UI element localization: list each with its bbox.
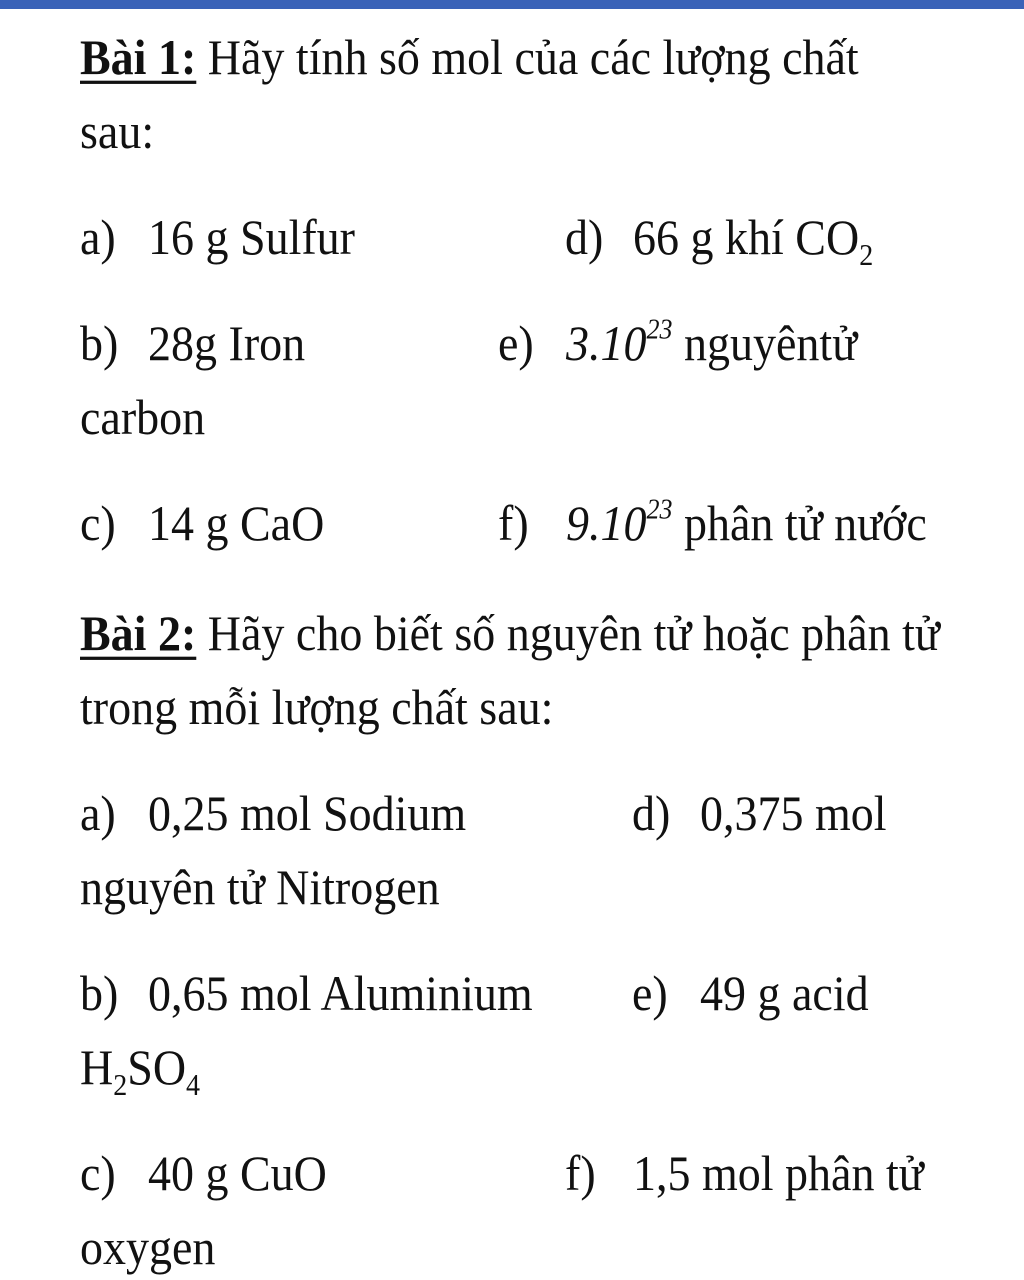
item-text: 1,5 mol phân tử [633,1145,924,1201]
item-label: c) [80,1145,116,1201]
item-label: b) [80,965,119,1021]
formula-part: H [80,1039,114,1095]
bai1-item-c [80,494,324,554]
bai2-item-a [80,784,466,844]
item-text: nguyêntử [672,315,858,371]
subscript: 2 [859,239,874,273]
bai1-item-a [80,208,355,268]
item-text: 0,25 mol Sodium [148,785,467,841]
item-label: c) [80,495,116,551]
bai2-item-f [565,1144,924,1204]
item-label: d) [565,209,604,265]
item-text: 14 g CaO [148,495,325,551]
item-text: 28g Iron [148,315,306,371]
bai1-intro-line2: sau: [80,103,155,159]
top-accent-bar [0,0,1024,9]
bai2-item-e [632,964,869,1024]
item-text: 16 g Sulfur [148,209,355,265]
bai2-item-d-continuation: nguyên tử Nitrogen [80,859,440,915]
item-text: 0,375 mol [700,785,887,841]
formula-part: SO [127,1039,187,1095]
item-text: 66 g khí CO [633,209,860,265]
item-text: 0,65 mol Aluminium [148,965,533,1021]
bai2-item-c [80,1144,327,1204]
bai2-intro [80,604,940,664]
bai2-heading: Bài 2: [80,605,197,661]
bai1-intro [80,28,859,88]
item-label: e) [632,965,668,1021]
bai1-item-e-continuation: carbon [80,389,206,445]
exponent: 23 [646,493,673,526]
bai2-item-e-continuation [80,1038,201,1103]
bai2-item-d [632,784,887,844]
item-text: 49 g acid [700,965,869,1021]
bai2-intro-text: Hãy cho biết số nguyên tử hoặc phân tử [196,605,940,661]
item-label: a) [80,209,116,265]
math-base: 9.10 [566,495,647,551]
bai1-item-b [80,314,305,374]
item-label: b) [80,315,119,371]
subscript: 4 [186,1069,201,1103]
bai1-item-d [565,208,874,273]
bai2-item-f-continuation: oxygen [80,1219,216,1275]
item-label: a) [80,785,116,841]
bai1-item-e [498,314,857,374]
item-label: d) [632,785,671,841]
bai1-heading: Bài 1: [80,29,197,85]
item-text: 40 g CuO [148,1145,327,1201]
item-label: f) [565,1145,596,1201]
subscript: 2 [113,1069,128,1103]
item-label: f) [498,495,529,551]
item-label: e) [498,315,534,371]
bai1-item-f [498,494,927,554]
bai1-intro-text: Hãy tính số mol của các lượng chất [196,29,859,85]
bai2-intro-line2: trong mỗi lượng chất sau: [80,679,554,735]
math-base: 3.10 [566,315,647,371]
item-text: phân tử nước [672,495,927,551]
bai2-item-b [80,964,533,1024]
exponent: 23 [646,313,673,346]
